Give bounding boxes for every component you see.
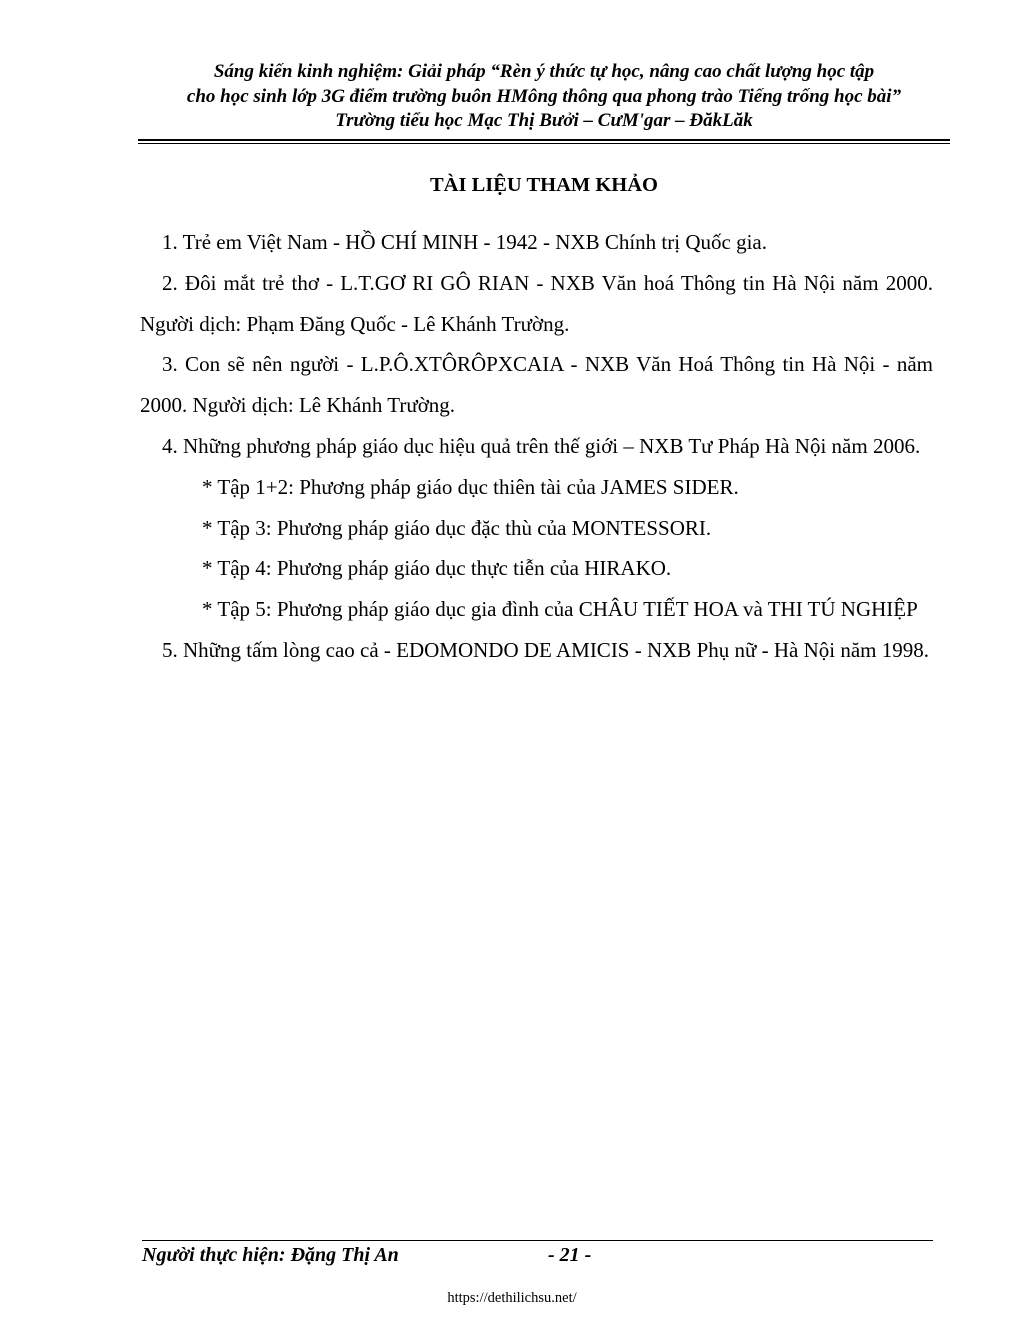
header-divider-thick (138, 139, 950, 141)
header-line-3: Trường tiểu học Mạc Thị Bưởi – CưM'gar – ĐăkLăk (335, 110, 753, 131)
volume-item-3: * Tập 4: Phương pháp giáo dục thực tiễn của HIRAKO. (202, 556, 672, 581)
header-divider-thin (138, 143, 950, 144)
reference-item-4: 4. Những phương pháp giáo dục hiệu quả trên thế giới – NXB Tư Pháp Hà Nội năm 2006. (162, 433, 921, 458)
footer-author: Người thực hiện: Đặng Thị An (142, 1244, 399, 1266)
reference-item-5: 5. Những tấm lòng cao cả - EDOMONDO DE AMICIS - NXB Phụ nữ - Hà Nội năm 1998. (162, 637, 930, 662)
reference-item-2: 2. Đôi mắt trẻ thơ - L.T.GƠ RI GÔ RIAN - NXB Văn hoá Thông tin Hà Nội năm 2000. Người dịch: Phạm Đăng Quốc - Lê Khánh Trường. (140, 270, 933, 336)
reference-item-3: 3. Con sẽ nên người - L.P.Ô.XTÔRÔPXCAIA - NXB Văn Hoá Thông tin Hà Nội - năm 2000. Người dịch: Lê Khánh Trường. (140, 352, 933, 418)
volume-item-4: * Tập 5: Phương pháp giáo dục gia đình của CHÂU TIẾT HOA và THI TÚ NGHIỆP (202, 597, 918, 622)
header-line-2: cho học sinh lớp 3G điểm trường buôn HMông thông qua phong trào Tiếng trống học bài” (186, 85, 902, 107)
reference-list (140, 222, 933, 671)
source-link[interactable]: https://dethilichsu.net/ (447, 1290, 577, 1306)
reference-item-1: 1. Trẻ em Việt Nam - HỒ CHÍ MINH - 1942 - NXB Chính trị Quốc gia. (162, 230, 767, 254)
volume-item-2: * Tập 3: Phương pháp giáo dục đặc thù của MONTESSORI. (202, 515, 712, 540)
header-line-1: Sáng kiến kinh nghiệm: Giải pháp “Rèn ý thức tự học, nâng cao chất lượng học tập (213, 61, 875, 82)
volume-item-1: * Tập 1+2: Phương pháp giáo dục thiên tài của JAMES SIDER. (202, 474, 739, 499)
page-number: - 21 - (548, 1244, 592, 1266)
page-title: TÀI LIỆU THAM KHẢO (429, 174, 658, 196)
document-header (138, 60, 950, 134)
